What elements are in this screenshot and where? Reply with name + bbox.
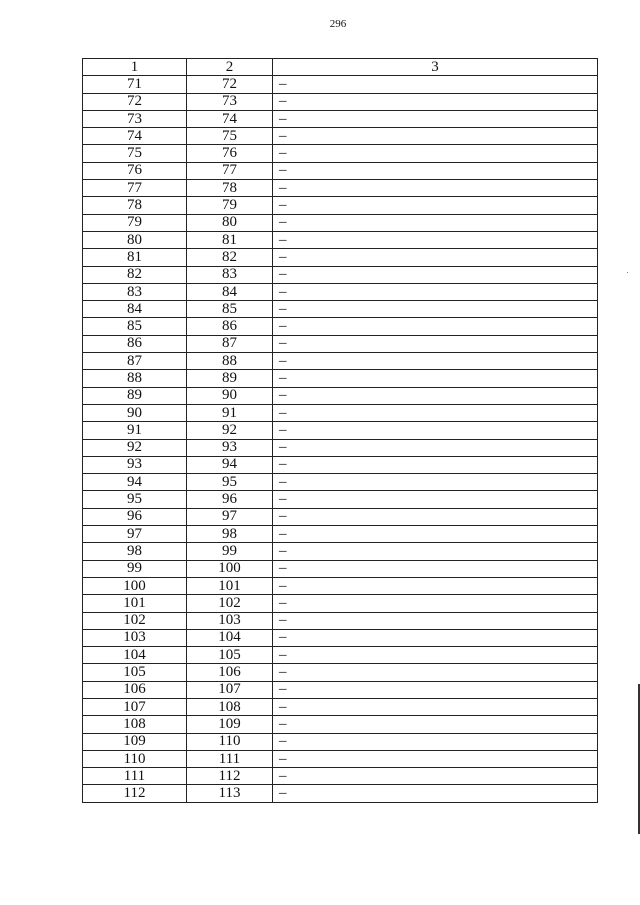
table-cell-col1: 73 <box>83 110 187 127</box>
table-cell-col3: – <box>273 404 598 421</box>
table-cell-col1: 92 <box>83 439 187 456</box>
table-cell-col3: – <box>273 110 598 127</box>
table-cell-col1: 107 <box>83 698 187 715</box>
table-cell-col1: 83 <box>83 283 187 300</box>
table-cell-col1: 85 <box>83 318 187 335</box>
table-cell-col2: 99 <box>187 543 273 560</box>
table-cell-col2: 108 <box>187 698 273 715</box>
data-table <box>82 58 598 803</box>
table-cell-col1: 80 <box>83 231 187 248</box>
table-cell-col1: 78 <box>83 197 187 214</box>
table-row <box>83 543 598 560</box>
table-row <box>83 76 598 93</box>
table-row <box>83 698 598 715</box>
table-row <box>83 249 598 266</box>
table-cell-col2: 100 <box>187 560 273 577</box>
table-cell-col1: 88 <box>83 370 187 387</box>
table-body <box>83 59 598 803</box>
table-row <box>83 145 598 162</box>
table-cell-col1: 98 <box>83 543 187 560</box>
table-row <box>83 785 598 802</box>
table-cell-col2: 103 <box>187 612 273 629</box>
scan-speck <box>627 272 628 273</box>
table-row <box>83 387 598 404</box>
table-cell-col1: 72 <box>83 93 187 110</box>
table-cell-col2: 111 <box>187 750 273 767</box>
table-cell-col3: – <box>273 76 598 93</box>
table-cell-col3: – <box>273 508 598 525</box>
table-cell-col1: 93 <box>83 456 187 473</box>
table-cell-col2: 75 <box>187 128 273 145</box>
table-cell-col2: 74 <box>187 110 273 127</box>
table-cell-col2: 95 <box>187 474 273 491</box>
table-cell-col3: – <box>273 647 598 664</box>
table-cell-col1: 102 <box>83 612 187 629</box>
table-cell-col1: 101 <box>83 595 187 612</box>
table-row <box>83 128 598 145</box>
table-cell-col2: 97 <box>187 508 273 525</box>
table-cell-col1: 100 <box>83 577 187 594</box>
table-cell-col3: – <box>273 335 598 352</box>
table-row <box>83 283 598 300</box>
table-cell-col2: 94 <box>187 456 273 473</box>
table-row <box>83 612 598 629</box>
table-row <box>83 266 598 283</box>
table-row <box>83 422 598 439</box>
table-row <box>83 595 598 612</box>
table-cell-col2: 90 <box>187 387 273 404</box>
table-cell-col3: – <box>273 439 598 456</box>
table-cell-col3: – <box>273 716 598 733</box>
table-cell-col3: – <box>273 231 598 248</box>
table-cell-col1: 112 <box>83 785 187 802</box>
table-cell-col1: 74 <box>83 128 187 145</box>
table-cell-col3: – <box>273 543 598 560</box>
table-cell-col2: 79 <box>187 197 273 214</box>
table-cell-col1: 75 <box>83 145 187 162</box>
table-row <box>83 162 598 179</box>
table-cell-col3: – <box>273 612 598 629</box>
table-cell-col1: 91 <box>83 422 187 439</box>
table-cell-col3: – <box>273 733 598 750</box>
table-row <box>83 180 598 197</box>
table-row <box>83 214 598 231</box>
column-header-1: 1 <box>83 59 187 76</box>
table-row <box>83 197 598 214</box>
table-cell-col2: 87 <box>187 335 273 352</box>
table-cell-col3: – <box>273 560 598 577</box>
table-cell-col3: – <box>273 785 598 802</box>
table-cell-col3: – <box>273 266 598 283</box>
table-cell-col2: 113 <box>187 785 273 802</box>
column-header-2: 2 <box>187 59 273 76</box>
table-cell-col1: 97 <box>83 526 187 543</box>
table-cell-col3: – <box>273 249 598 266</box>
table-cell-col1: 86 <box>83 335 187 352</box>
table-row <box>83 404 598 421</box>
table-cell-col3: – <box>273 768 598 785</box>
table-cell-col1: 105 <box>83 664 187 681</box>
table-cell-col3: – <box>273 664 598 681</box>
table-cell-col1: 106 <box>83 681 187 698</box>
table-cell-col3: – <box>273 629 598 646</box>
table-cell-col1: 108 <box>83 716 187 733</box>
table-cell-col2: 98 <box>187 526 273 543</box>
table-cell-col2: 107 <box>187 681 273 698</box>
table-cell-col1: 109 <box>83 733 187 750</box>
table-cell-col3: – <box>273 681 598 698</box>
table-row <box>83 93 598 110</box>
table-cell-col2: 78 <box>187 180 273 197</box>
table-row <box>83 318 598 335</box>
table-cell-col1: 96 <box>83 508 187 525</box>
table-cell-col1: 77 <box>83 180 187 197</box>
table-cell-col3: – <box>273 197 598 214</box>
table-cell-col3: – <box>273 387 598 404</box>
table-cell-col2: 109 <box>187 716 273 733</box>
table-cell-col2: 106 <box>187 664 273 681</box>
table-cell-col1: 84 <box>83 301 187 318</box>
table-cell-col1: 110 <box>83 750 187 767</box>
table-row <box>83 733 598 750</box>
table-cell-col3: – <box>273 370 598 387</box>
table-cell-col1: 94 <box>83 474 187 491</box>
table-row <box>83 110 598 127</box>
table-cell-col2: 101 <box>187 577 273 594</box>
table-cell-col2: 102 <box>187 595 273 612</box>
table-row <box>83 577 598 594</box>
table-row <box>83 301 598 318</box>
table-cell-col2: 81 <box>187 231 273 248</box>
table-cell-col1: 104 <box>83 647 187 664</box>
table-cell-col2: 110 <box>187 733 273 750</box>
table-cell-col3: – <box>273 474 598 491</box>
table-cell-col2: 86 <box>187 318 273 335</box>
table-cell-col3: – <box>273 698 598 715</box>
column-header-3: 3 <box>273 59 598 76</box>
table-cell-col2: 105 <box>187 647 273 664</box>
table-row <box>83 474 598 491</box>
table-cell-col2: 96 <box>187 491 273 508</box>
table-cell-col1: 82 <box>83 266 187 283</box>
table-row <box>83 353 598 370</box>
table-header-row <box>83 59 598 76</box>
table-cell-col3: – <box>273 180 598 197</box>
table-row <box>83 439 598 456</box>
table-cell-col3: – <box>273 595 598 612</box>
table-cell-col3: – <box>273 526 598 543</box>
table-row <box>83 768 598 785</box>
table-cell-col1: 79 <box>83 214 187 231</box>
table-row <box>83 370 598 387</box>
table-cell-col1: 89 <box>83 387 187 404</box>
table-cell-col3: – <box>273 750 598 767</box>
table-cell-col3: – <box>273 422 598 439</box>
table-cell-col1: 103 <box>83 629 187 646</box>
table-cell-col1: 95 <box>83 491 187 508</box>
table-row <box>83 526 598 543</box>
table-cell-col2: 84 <box>187 283 273 300</box>
table-cell-col2: 77 <box>187 162 273 179</box>
table-cell-col3: – <box>273 93 598 110</box>
table-cell-col3: – <box>273 162 598 179</box>
table-cell-col3: – <box>273 301 598 318</box>
table-cell-col2: 93 <box>187 439 273 456</box>
table-cell-col2: 112 <box>187 768 273 785</box>
table-row <box>83 629 598 646</box>
table-cell-col3: – <box>273 128 598 145</box>
table-cell-col1: 81 <box>83 249 187 266</box>
table-cell-col3: – <box>273 491 598 508</box>
table-cell-col2: 76 <box>187 145 273 162</box>
table-cell-col2: 104 <box>187 629 273 646</box>
table-cell-col2: 83 <box>187 266 273 283</box>
table-cell-col1: 71 <box>83 76 187 93</box>
table-cell-col3: – <box>273 283 598 300</box>
table-cell-col1: 90 <box>83 404 187 421</box>
table-cell-col3: – <box>273 577 598 594</box>
table-cell-col2: 88 <box>187 353 273 370</box>
table-row <box>83 750 598 767</box>
table-row <box>83 456 598 473</box>
table-row <box>83 681 598 698</box>
table-row <box>83 716 598 733</box>
table-cell-col1: 99 <box>83 560 187 577</box>
table-cell-col2: 72 <box>187 76 273 93</box>
table-cell-col3: – <box>273 318 598 335</box>
table-cell-col2: 82 <box>187 249 273 266</box>
table-cell-col3: – <box>273 145 598 162</box>
table-row <box>83 508 598 525</box>
table-cell-col2: 91 <box>187 404 273 421</box>
table-cell-col1: 87 <box>83 353 187 370</box>
table-cell-col2: 80 <box>187 214 273 231</box>
table-row <box>83 560 598 577</box>
table-row <box>83 647 598 664</box>
table-row <box>83 335 598 352</box>
table-cell-col2: 73 <box>187 93 273 110</box>
table-row <box>83 664 598 681</box>
table-cell-col2: 85 <box>187 301 273 318</box>
table-cell-col1: 76 <box>83 162 187 179</box>
table-cell-col3: – <box>273 353 598 370</box>
table-cell-col2: 89 <box>187 370 273 387</box>
page-number: 296 <box>329 18 347 30</box>
table-row <box>83 231 598 248</box>
table-cell-col3: – <box>273 456 598 473</box>
table-row <box>83 491 598 508</box>
table-cell-col2: 92 <box>187 422 273 439</box>
table-cell-col3: – <box>273 214 598 231</box>
table-cell-col1: 111 <box>83 768 187 785</box>
